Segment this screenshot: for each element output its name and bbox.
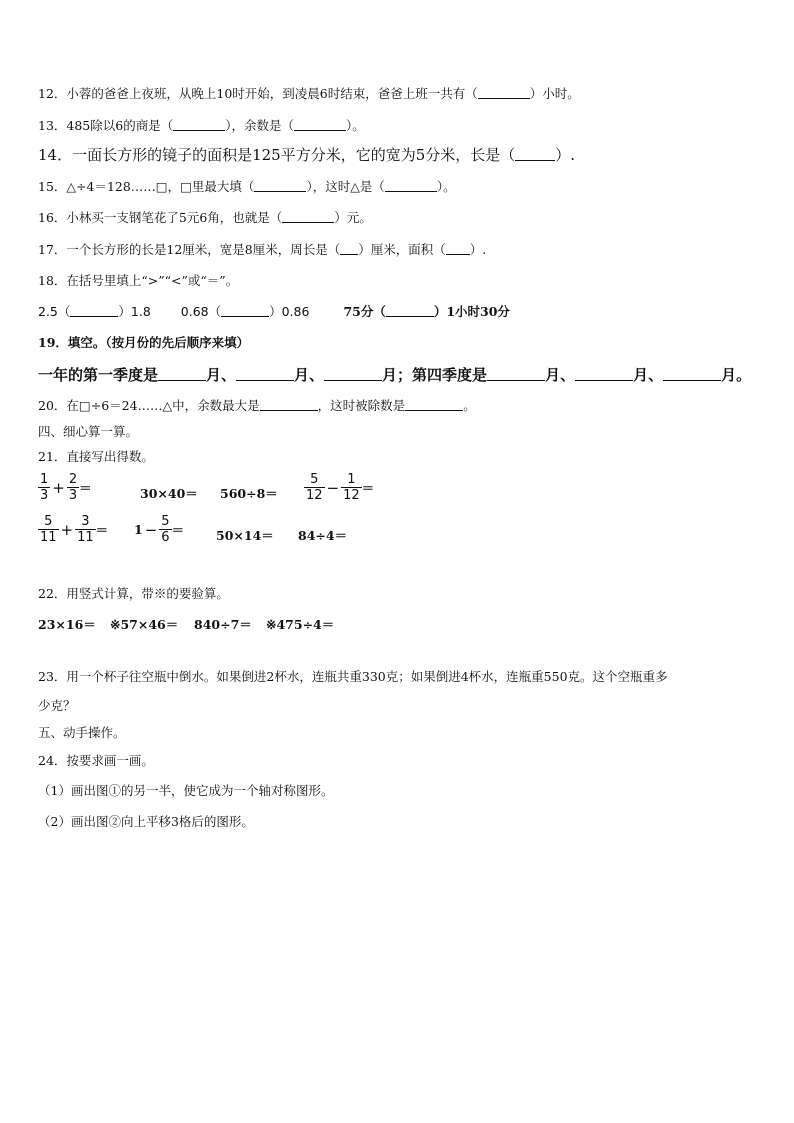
question-15: 15．△÷4＝128……□，□里最大填（ ），这时△是（ ）。: [38, 179, 456, 194]
yuan-blank[interactable]: [282, 210, 334, 223]
month-blank[interactable]: [324, 368, 382, 381]
compare-item: 75分（ ）1小时30分: [343, 304, 510, 319]
question-23-line-2: 少克？: [38, 698, 76, 713]
max-digit-blank[interactable]: [254, 179, 306, 192]
compare-item: 2.5（ ）1.8: [38, 304, 151, 319]
one-minus-fraction: 1 − $\frac{5}{6}$ ＝: [134, 514, 185, 545]
vertical-calc-item: 23×16＝: [38, 617, 96, 632]
question-19: 19．填空。（按月份的先后顺序来填）: [38, 335, 250, 350]
month-blank[interactable]: [236, 368, 294, 381]
fraction: $\frac{3}{11}$: [77, 514, 94, 545]
fraction: $\frac{5}{11}$: [40, 514, 57, 545]
answer-blank[interactable]: [478, 86, 530, 99]
fraction-sum: $\frac{1}{3}$ + $\frac{2}{3}$ ＝: [40, 472, 92, 503]
question-16: 16．小林买一支钢笔花了5元6角，也就是（ ）元。: [38, 210, 372, 225]
fraction: $\frac{1}{3}$: [40, 472, 49, 503]
perimeter-blank[interactable]: [340, 242, 358, 255]
month-blank[interactable]: [663, 368, 721, 381]
question-17: 17．一个长方形的长是12厘米，宽是8厘米，周长是（ ）厘米，面积（ ）.: [38, 242, 487, 257]
month-blank[interactable]: [158, 368, 206, 381]
calc-row-1: [38, 472, 738, 512]
question-21: 21．直接写出得数。: [38, 449, 154, 464]
question-12: 12．小蓉的爸爸上夜班，从晚上10时开始，到凌晨6时结束，爸爸上班一共有（ ）小时。: [38, 86, 580, 101]
vertical-calc-row: [38, 615, 438, 631]
calc-row-2: [38, 514, 738, 554]
question-24-part-1: （1）画出图①的另一半，使它成为一个轴对称图形。: [38, 783, 334, 798]
fraction-sum: $\frac{5}{11}$ + $\frac{3}{11}$ ＝: [40, 514, 109, 545]
quotient-blank[interactable]: [173, 118, 225, 131]
question-23-line-1: 23．用一个杯子往空瓶中倒水。如果倒进2杯水，连瓶共重330克；如果倒进4杯水，连瓶重550克。这个空瓶重多: [38, 669, 668, 684]
quarter-months-line: 一年的第一季度是 月、 月、 月；第四季度是 月、 月、 月。: [38, 366, 752, 384]
vertical-calc-item: 840÷7＝: [194, 617, 252, 632]
section-5-heading: 五、动手操作。: [38, 725, 126, 740]
fraction: $\frac{5}{6}$: [161, 514, 170, 545]
triangle-value-blank[interactable]: [385, 179, 437, 192]
calc-item: 84÷4＝: [298, 528, 348, 543]
question-24-part-2: （2）画出图②向上平移3格后的图形。: [38, 814, 254, 829]
compare-blank[interactable]: [221, 304, 269, 317]
compare-blank[interactable]: [70, 304, 118, 317]
compare-blank[interactable]: [386, 304, 434, 317]
fraction: $\frac{1}{12}$: [343, 472, 360, 503]
length-blank[interactable]: [515, 148, 555, 161]
calc-item: 50×14＝: [216, 528, 274, 543]
fraction: $\frac{2}{3}$: [68, 472, 78, 503]
question-14: 14．一面长方形的镜子的面积是125平方分米，它的宽为5分米，长是（ ）.: [38, 146, 576, 164]
compare-item: 0.68（ ）0.86: [180, 304, 310, 319]
question-13: 13．485除以6的商是（ ），余数是（ ）。: [38, 118, 365, 133]
section-4-heading: 四、细心算一算。: [38, 424, 139, 439]
question-22: 22．用竖式计算，带※的要验算。: [38, 586, 229, 601]
fraction-difference: $\frac{5}{12}$ − $\frac{1}{12}$ ＝: [306, 472, 375, 503]
compare-row: [38, 302, 510, 320]
max-remainder-blank[interactable]: [260, 398, 318, 411]
question-24: 24．按要求画一画。: [38, 753, 154, 768]
area-blank[interactable]: [446, 242, 470, 255]
month-blank[interactable]: [575, 368, 633, 381]
vertical-calc-item: ※475÷4＝: [266, 617, 335, 632]
month-blank[interactable]: [487, 368, 545, 381]
vertical-calc-item: ※57×46＝: [110, 617, 179, 632]
fraction: $\frac{5}{12}$: [306, 472, 323, 503]
remainder-blank[interactable]: [294, 118, 346, 131]
calc-item: 560÷8＝: [220, 486, 278, 501]
question-20: 20．在□÷6＝24……△中，余数最大是 ，这时被除数是 。: [38, 398, 476, 413]
calc-item: 30×40＝: [140, 486, 198, 501]
question-18: 18．在括号里填上“>”“<”或“＝”。: [38, 273, 239, 288]
dividend-blank[interactable]: [405, 398, 463, 411]
